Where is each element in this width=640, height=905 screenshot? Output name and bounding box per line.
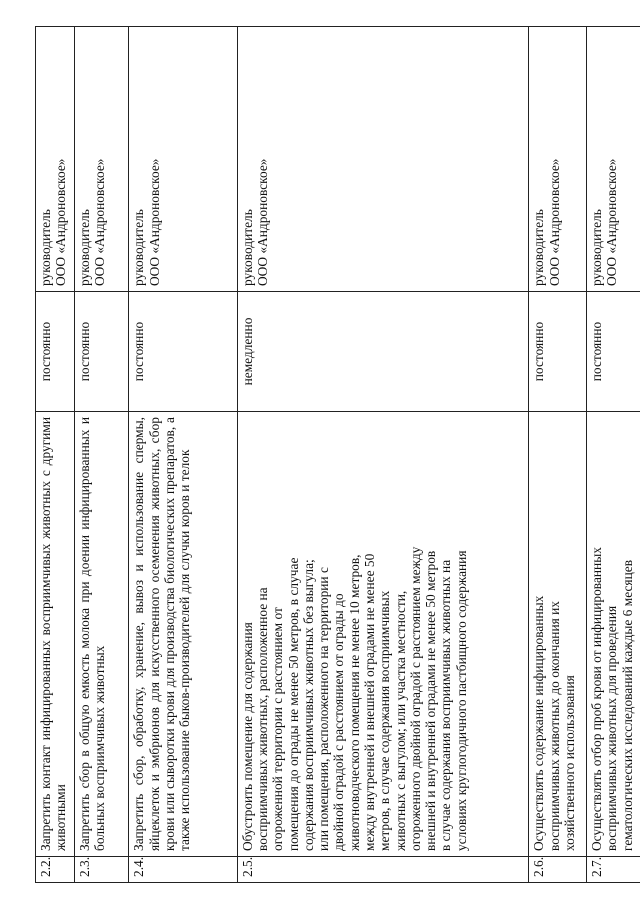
row-number: 2.4. — [129, 857, 237, 883]
measure-text-line: между внутренней и внешней оградами не менее 50 — [361, 553, 377, 851]
responsible-cell — [529, 27, 587, 292]
measure-term: постоянно — [36, 292, 75, 412]
table-row — [587, 27, 640, 883]
measure-text-line: животных с выгулом; или участка местности, — [392, 590, 408, 851]
responsible-title: руководитель — [589, 209, 605, 286]
measure-text-line: содержания восприимчивых животных без выгула; — [300, 559, 316, 851]
row-number: 2.6. — [529, 857, 587, 883]
responsible-cell — [237, 27, 529, 292]
responsible-cell — [587, 27, 640, 292]
measure-text-line: хозяйственного использования — [561, 675, 577, 851]
responsible-org: ООО «Андроновское» — [53, 158, 69, 286]
measure-term: постоянно — [529, 292, 587, 412]
responsible-cell — [36, 27, 75, 292]
measure-text-line: восприимчивых животных, расположенное на — [254, 587, 270, 851]
responsible-org: ООО «Андроновское» — [604, 158, 620, 286]
responsible-org: ООО «Андроновское» — [254, 158, 270, 286]
responsible-org: ООО «Андроновское» — [92, 158, 108, 286]
table-row — [529, 27, 587, 883]
measure-text-line: двойной оградой с расстоянием от ограды до — [331, 593, 347, 851]
responsible-title: руководитель — [131, 209, 147, 286]
measure-text-line: в случае содержания восприимчивых животных на — [438, 559, 454, 851]
measure-text-line: животноводческого помещения не менее 10 метров, — [346, 554, 362, 851]
responsible-title: руководитель — [239, 209, 255, 286]
measure-text: Запретить сбор, обработку, хранение, вывоз и использование спермы, яйцеклеток и эмбрионов для искусственного осеменения животных, сбор крови или сыворотки крови для производства биологических препаратов, а также использование быков-производителей для случки коров и телок — [129, 412, 237, 857]
responsible-cell — [74, 27, 129, 292]
responsible-title: руководитель — [38, 209, 53, 286]
measure-text: Запретить контакт инфицированных восприимчивых животных с другими животными — [36, 412, 75, 857]
measure-text-line: условиях круглогодичного пастбищного содержания — [453, 550, 469, 851]
responsible-title: руководитель — [531, 209, 547, 286]
responsible-title: руководитель — [76, 209, 92, 286]
measure-text-line: гематологических исследований каждые 6 месяцев — [619, 559, 635, 851]
measure-text-line: метров, в случае содержания восприимчивых — [377, 590, 393, 851]
table-row — [237, 27, 529, 883]
measure-term: постоянно — [74, 292, 129, 412]
measure-text-line: или помещения, расположенного на территории с — [316, 567, 332, 851]
measure-text-line: внешней и внутренней оградами не менее 50 метров — [423, 550, 439, 851]
rotated-page — [35, 27, 640, 883]
measure-term: немедленно — [237, 292, 529, 412]
measure-text-line: восприимчивых животных до окончания их — [546, 601, 562, 851]
row-number: 2.3. — [74, 857, 129, 883]
measure-term: постоянно — [587, 292, 640, 412]
responsible-org: ООО «Андроновское» — [546, 158, 562, 286]
measure-text-line: помещения до ограды не менее 50 метров, в случае — [285, 557, 301, 851]
measure-term: постоянно — [129, 292, 237, 412]
measure-text-line: Осуществлять отбор проб крови от инфицированных — [589, 547, 605, 851]
responsible-cell — [129, 27, 237, 292]
measure-text-line: огороженного двойной оградой с расстоянием между — [407, 546, 423, 851]
measure-text — [587, 412, 640, 857]
measure-text-line: восприимчивых животных для проведения — [604, 605, 620, 851]
row-number: 2.7. — [587, 857, 640, 883]
measure-text: Запретить сбор в общую емкость молока при доении инфицированных и больных восприимчивых животных — [74, 412, 129, 857]
row-number: 2.5. — [237, 857, 529, 883]
responsible-org: ООО «Андроновское» — [146, 158, 162, 286]
table-row — [36, 27, 75, 883]
measure-text — [237, 412, 529, 857]
table-row — [129, 27, 237, 883]
measures-table — [35, 26, 640, 883]
row-number: 2.2. — [36, 857, 75, 883]
table-row — [74, 27, 129, 883]
measure-text — [529, 412, 587, 857]
measure-text-line: огороженной территории с расстоянием от — [270, 607, 286, 851]
measure-text-line: Осуществлять содержание инфицированных — [531, 595, 547, 851]
measure-text-line: Обустроить помещение для содержания — [239, 622, 255, 851]
